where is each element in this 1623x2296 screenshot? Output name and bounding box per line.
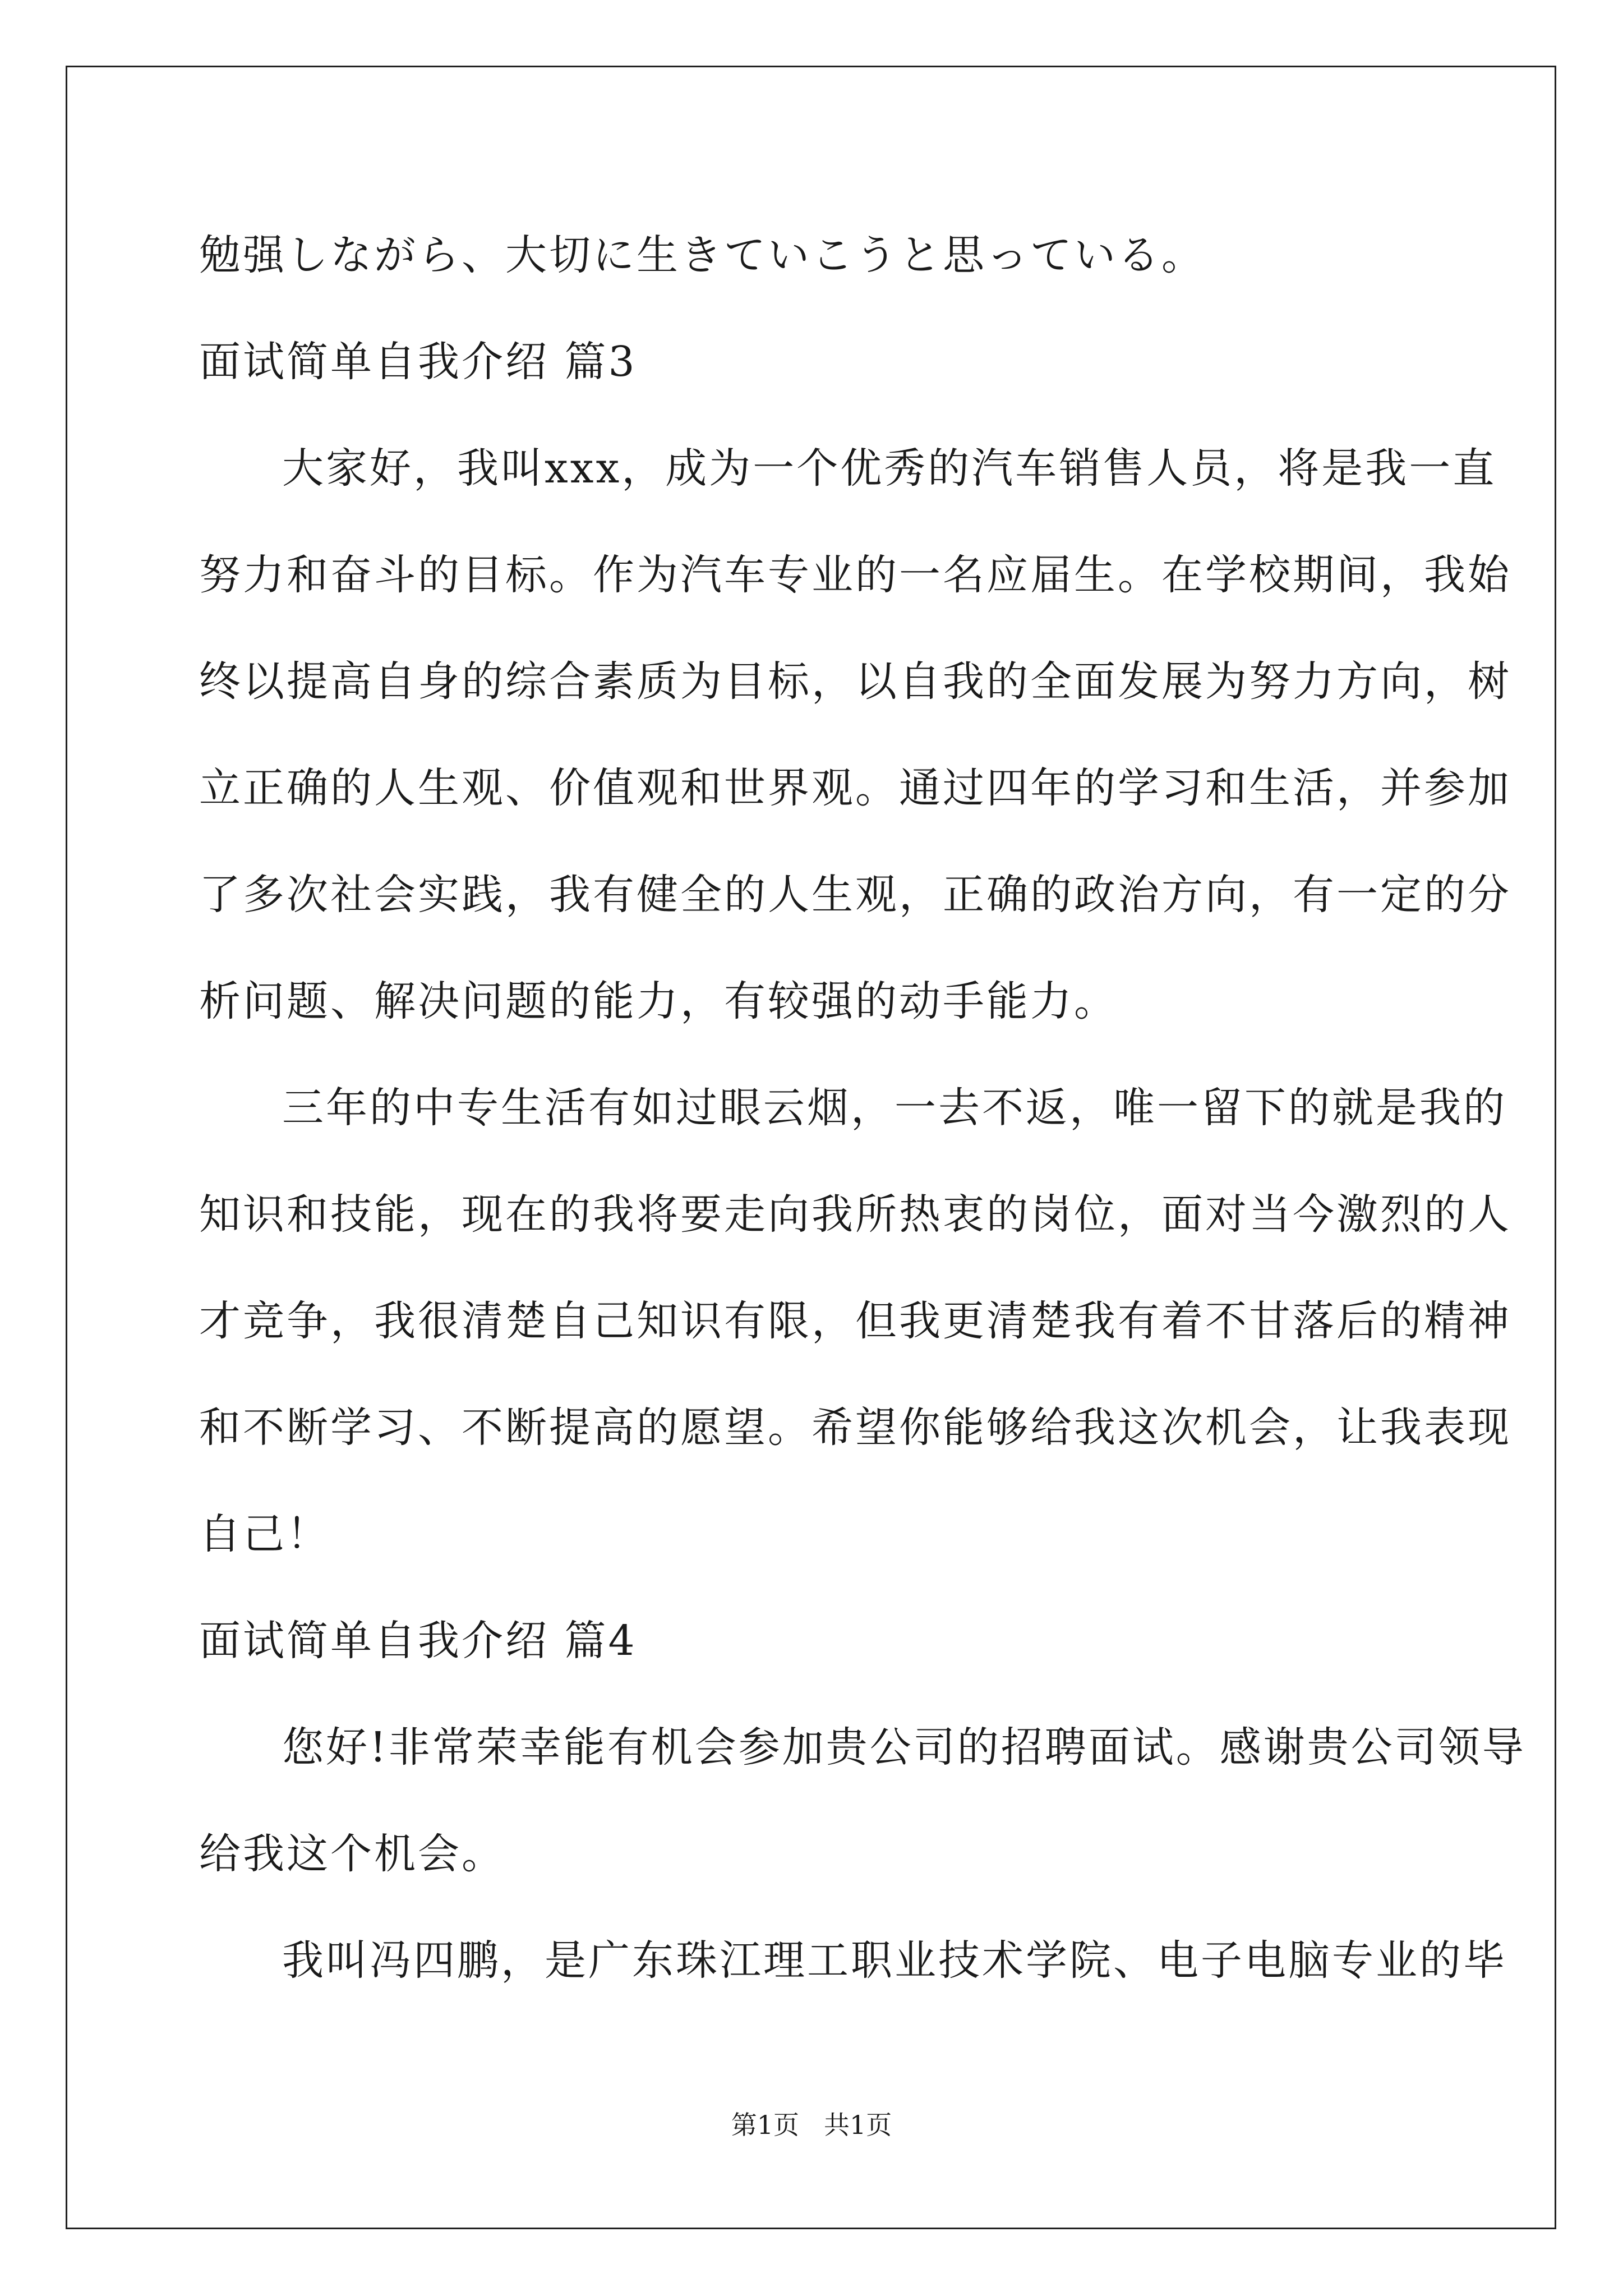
text-line: 了多次社会实践，我有健全的人生观，正确的政治方向，有一定的分	[199, 871, 1511, 919]
text-line: 知识和技能，现在的我将要走向我所热衷的岗位，面对当今激烈的人	[199, 1190, 1511, 1239]
text-line: 努力和奋斗的目标。作为汽车专业的一名应届生。在学校期间，我始	[199, 551, 1511, 599]
section-heading: 面试简单自我介绍 篇3	[199, 338, 637, 386]
section-heading: 面试简单自我介绍 篇4	[199, 1617, 637, 1665]
text-line: 您好!非常荣幸能有机会参加贵公司的招聘面试。感谢贵公司领导	[282, 1723, 1526, 1772]
page-footer	[0, 2108, 1623, 2142]
text-line: 立正确的人生观、价值观和世界观。通过四年的学习和生活，并参加	[199, 764, 1511, 812]
document-body	[199, 202, 1526, 2014]
text-line: 和不断学习、不断提高的愿望。希望你能够给我这次机会，让我表现	[199, 1404, 1511, 1452]
text-line: 才竞争，我很清楚自己知识有限，但我更清楚我有着不甘落后的精神	[199, 1297, 1511, 1345]
text-line: 大家好，我叫xxx，成为一个优秀的汽车销售人员，将是我一直	[282, 444, 1497, 493]
page-number: 第1页	[731, 2110, 800, 2140]
text-line: 析问题、解决问题的能力，有较强的动手能力。	[199, 977, 1118, 1025]
text-line: 自己！	[199, 1510, 330, 1558]
page-total: 共1页	[823, 2110, 892, 2140]
text-line: 三年的中专生活有如过眼云烟，一去不返，唯一留下的就是我的	[282, 1084, 1507, 1132]
text-line: 勉强しながら、大切に生きていこうと思っている。	[199, 231, 1205, 279]
text-line: 我叫冯四鹏，是广东珠江理工职业技术学院、电子电脑专业的毕	[282, 1936, 1507, 1985]
text-line: 终以提高自身的综合素质为目标，以自我的全面发展为努力方向，树	[199, 657, 1511, 706]
text-line: 给我这个机会。	[199, 1830, 505, 1878]
